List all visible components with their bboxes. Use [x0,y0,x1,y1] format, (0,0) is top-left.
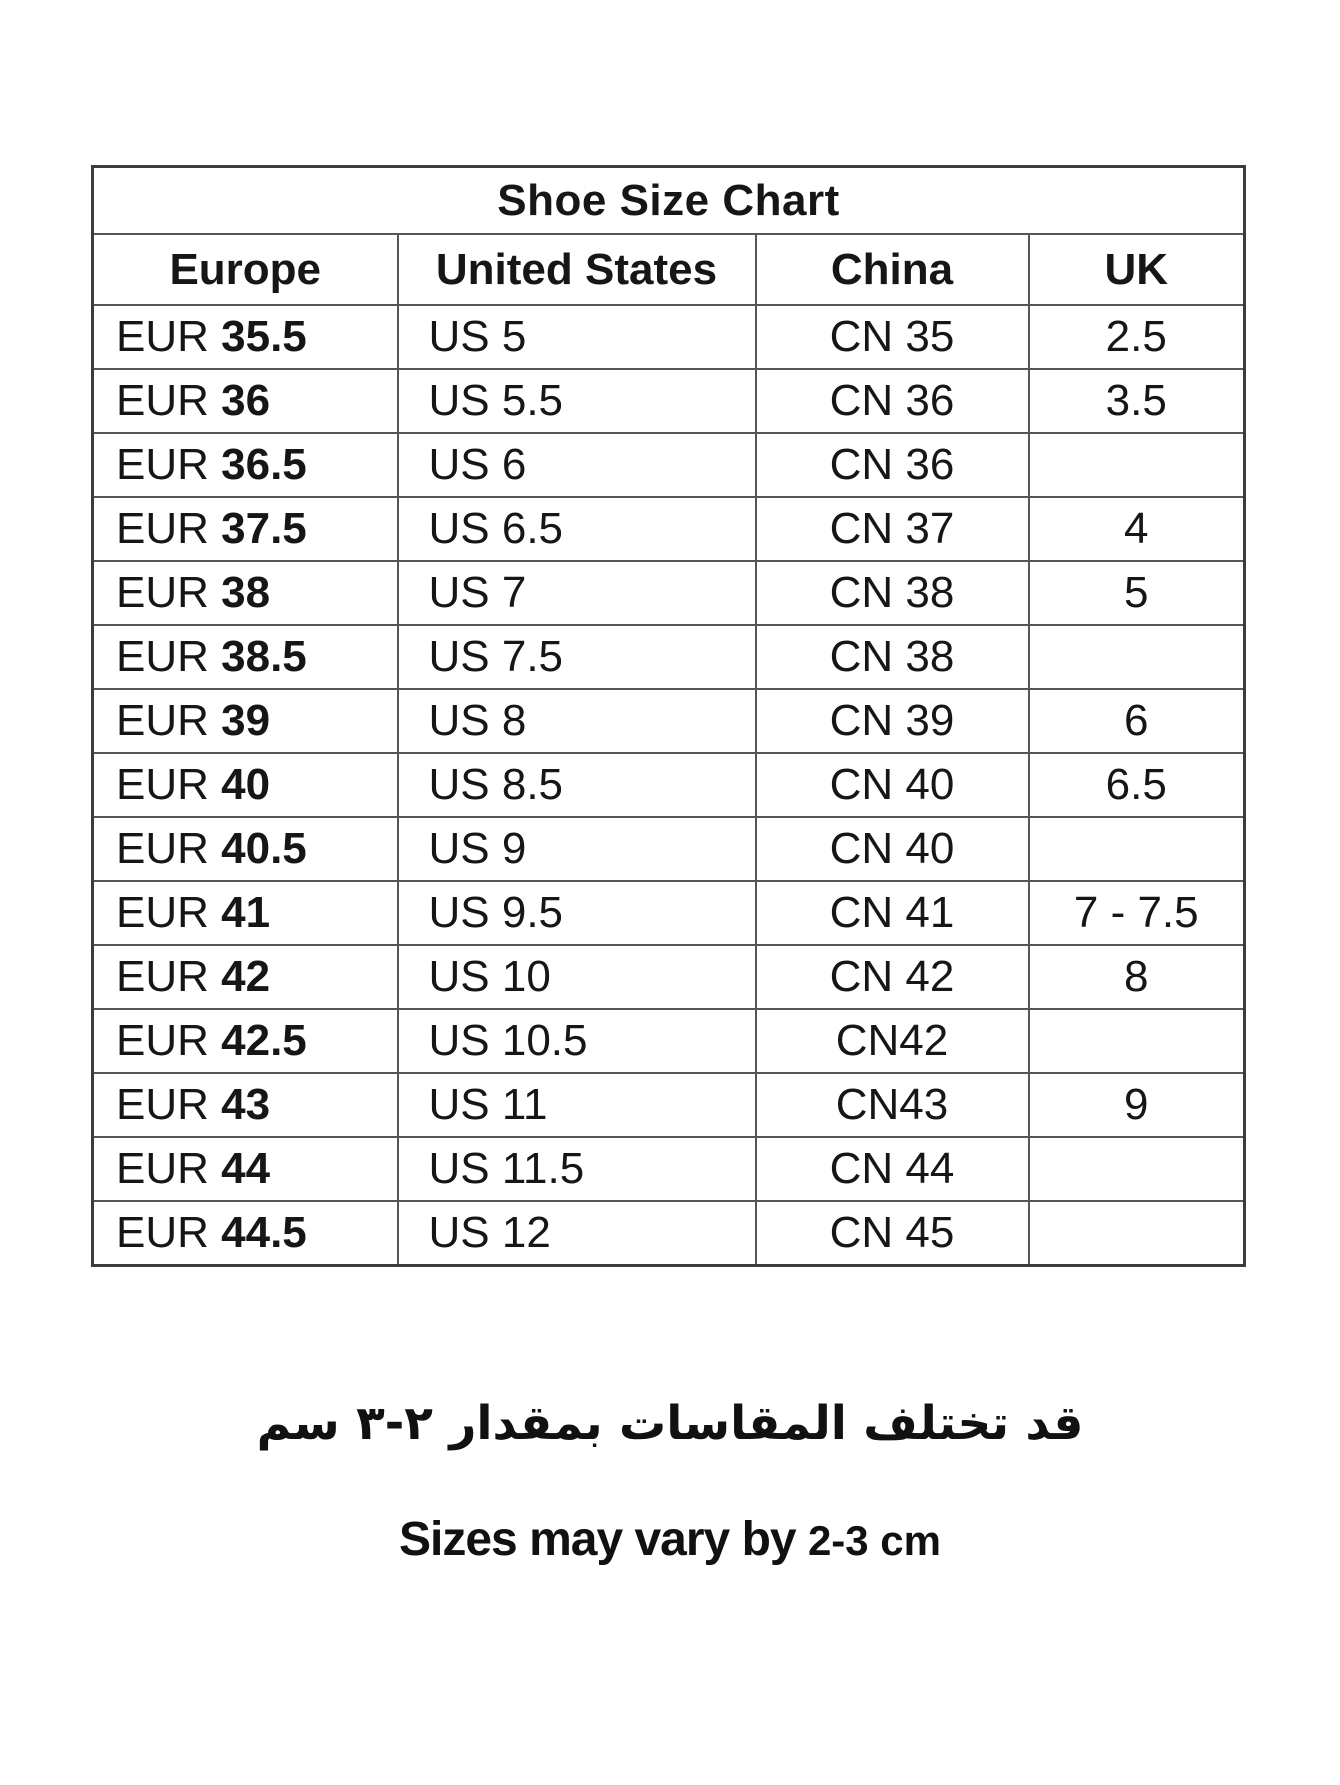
cell-us-size: US 7.5 [398,625,756,689]
cell-china-size: CN 35 [756,305,1029,369]
cell-us-size: US 11 [398,1073,756,1137]
column-header-europe: Europe [93,234,398,305]
column-header-united-states: United States [398,234,756,305]
table-row [93,369,1245,433]
eur-size-value: 38.5 [221,632,307,681]
table-header-row [93,234,1245,305]
eur-size-value: 41 [221,888,271,937]
table-row [93,625,1245,689]
eur-size-value: 36.5 [221,440,307,489]
eur-size-value: 42.5 [221,1016,307,1065]
eur-size-value: 44 [221,1144,271,1193]
eur-size-value: 35.5 [221,312,307,361]
eur-prefix: EUR [116,1016,209,1065]
eur-prefix: EUR [116,632,209,681]
table-title: Shoe Size Chart [93,167,1245,235]
cell-uk-size: 7 - 7.5 [1029,881,1245,945]
cell-china-size: CN42 [756,1009,1029,1073]
cell-uk-size: 3.5 [1029,369,1245,433]
cell-china-size: CN 38 [756,625,1029,689]
cell-us-size: US 10 [398,945,756,1009]
cell-us-size: US 5.5 [398,369,756,433]
cell-europe-size [93,561,398,625]
cell-europe-size [93,1009,398,1073]
cell-europe-size [93,1201,398,1266]
eur-prefix: EUR [116,504,209,553]
cell-china-size: CN 41 [756,881,1029,945]
cell-uk-size [1029,817,1245,881]
cell-us-size: US 11.5 [398,1137,756,1201]
cell-uk-size [1029,433,1245,497]
table-row [93,433,1245,497]
note-english [0,1512,1340,1567]
cell-china-size: CN 38 [756,561,1029,625]
cell-uk-size: 6.5 [1029,753,1245,817]
table-row [93,561,1245,625]
cell-uk-size: 8 [1029,945,1245,1009]
cell-china-size: CN43 [756,1073,1029,1137]
table-row [93,1009,1245,1073]
table-row [93,945,1245,1009]
table-row [93,497,1245,561]
cell-china-size: CN 36 [756,369,1029,433]
eur-size-value: 38 [221,568,271,617]
size-table-body [93,305,1245,1266]
cell-us-size: US 8.5 [398,753,756,817]
note-arabic: قد تختلف المقاسات بمقدار ٢-٣ سم [256,1396,1084,1451]
cell-us-size: US 6 [398,433,756,497]
cell-uk-size: 4 [1029,497,1245,561]
cell-europe-size [93,1137,398,1201]
note-english-space [796,1513,808,1566]
eur-prefix: EUR [116,568,209,617]
eur-size-value: 36 [221,376,271,425]
table-title-row [93,167,1245,235]
cell-europe-size [93,881,398,945]
eur-prefix: EUR [116,1144,209,1193]
eur-prefix: EUR [116,888,209,937]
cell-us-size: US 10.5 [398,1009,756,1073]
table-row [93,1137,1245,1201]
table-row [93,1201,1245,1266]
cell-europe-size [93,625,398,689]
cell-china-size: CN 40 [756,817,1029,881]
eur-size-value: 42 [221,952,271,1001]
column-header-china: China [756,234,1029,305]
cell-europe-size [93,945,398,1009]
cell-europe-size [93,817,398,881]
eur-size-value: 40.5 [221,824,307,873]
eur-prefix: EUR [116,824,209,873]
cell-uk-size: 5 [1029,561,1245,625]
note-english-size-range: 2-3 cm [807,1517,942,1564]
cell-us-size: US 9.5 [398,881,756,945]
table-row [93,305,1245,369]
cell-china-size: CN 44 [756,1137,1029,1201]
cell-us-size: US 5 [398,305,756,369]
table-row [93,881,1245,945]
cell-europe-size [93,689,398,753]
eur-prefix: EUR [116,1080,209,1129]
eur-size-value: 39 [221,696,271,745]
cell-europe-size [93,497,398,561]
cell-china-size: CN 42 [756,945,1029,1009]
cell-us-size: US 7 [398,561,756,625]
cell-uk-size [1029,625,1245,689]
eur-size-value: 40 [221,760,271,809]
shoe-size-table [91,165,1246,1267]
eur-prefix: EUR [116,1208,209,1257]
eur-size-value: 44.5 [221,1208,307,1257]
size-table-head [93,167,1245,306]
cell-us-size: US 8 [398,689,756,753]
column-header-uk: UK [1029,234,1245,305]
cell-europe-size [93,753,398,817]
cell-uk-size: 6 [1029,689,1245,753]
cell-europe-size [93,1073,398,1137]
cell-us-size: US 6.5 [398,497,756,561]
cell-europe-size [93,433,398,497]
eur-prefix: EUR [116,952,209,1001]
note-english-main: Sizes may vary by [398,1513,796,1566]
table-row [93,1073,1245,1137]
cell-uk-size: 2.5 [1029,305,1245,369]
cell-china-size: CN 45 [756,1201,1029,1266]
eur-size-value: 37.5 [221,504,307,553]
cell-europe-size [93,305,398,369]
eur-prefix: EUR [116,312,209,361]
table-row [93,753,1245,817]
eur-prefix: EUR [116,760,209,809]
table-row [93,689,1245,753]
cell-uk-size [1029,1137,1245,1201]
cell-uk-size [1029,1201,1245,1266]
eur-prefix: EUR [116,440,209,489]
cell-uk-size: 9 [1029,1073,1245,1137]
cell-europe-size [93,369,398,433]
table-row [93,817,1245,881]
eur-prefix: EUR [116,696,209,745]
cell-china-size: CN 37 [756,497,1029,561]
cell-us-size: US 9 [398,817,756,881]
cell-china-size: CN 40 [756,753,1029,817]
eur-prefix: EUR [116,376,209,425]
cell-china-size: CN 39 [756,689,1029,753]
cell-uk-size [1029,1009,1245,1073]
cell-china-size: CN 36 [756,433,1029,497]
cell-us-size: US 12 [398,1201,756,1266]
eur-size-value: 43 [221,1080,271,1129]
